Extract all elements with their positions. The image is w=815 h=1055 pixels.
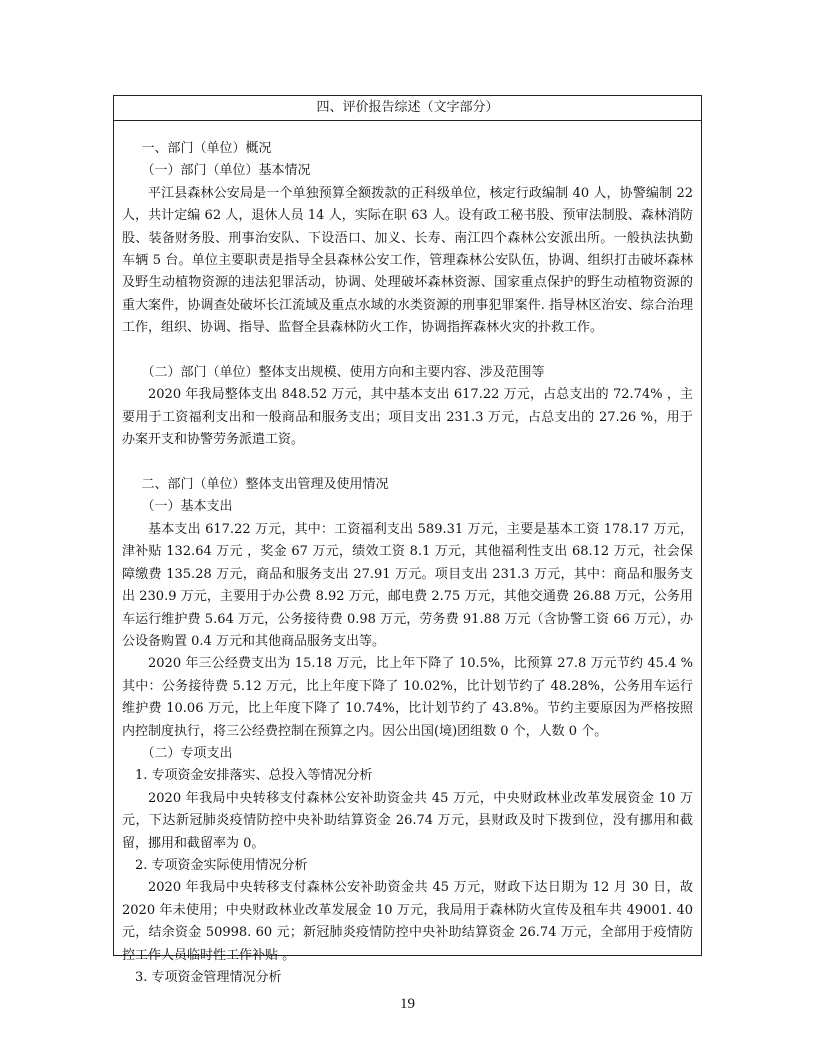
section-2-2-2-title: 2. 专项资金实际使用情况分析 bbox=[135, 857, 308, 873]
report-content bbox=[114, 121, 701, 989]
section-2-1-title: （一）基本支出 bbox=[141, 499, 233, 515]
section-1-title: 一、部门（单位）概况 bbox=[141, 141, 272, 156]
page-number: 19 bbox=[400, 996, 415, 1012]
section-1-1-title: （一）部门（单位）基本情况 bbox=[141, 163, 311, 179]
section-2-2-1-body: 2020 年我局中央转移支付森林公安补助资金共 45 万元，中央财政林业改革发展资金 10 万元，下达新冠肺炎疫情防控中央补助结算资金 26.74 万元，县财政及时下拨到位，没有挪用和截留，挪用和截留率为 0。 bbox=[122, 790, 693, 851]
table-header: 四、评价报告综述（文字部分） bbox=[114, 96, 701, 121]
section-1-2-title: （二）部门（单位）整体支出规模、使用方向和主要内容、涉及范围等 bbox=[141, 365, 545, 381]
section-1-1-body: 平江县森林公安局是一个单独预算全额拨款的正科级单位，核定行政编制 40 人，协警编制 22 人，共计定编 62 人，退休人员 14 人，实际在职 63 人。设有政工秘书股、预审法制股、森林消防股、装备财务股、刑事治安队、下设浯口、加义、长寿、南江四个森林公安派出所。一般执法执勤车辆 5 台。单位主要职责是指导全县森林公安工作，管理森林公安队伍，协调、组织打击破坏森林及野生动植物资源的违法犯罪活动，协调、处理破坏森林资源、国家重点保护的野生动植物资源的重大案件，协调查处破坏长江流域及重点水域的水类资源的刑事犯罪案件. 指导林区治安、综合治理工作，组织、协调、指导、监督全县森林防火工作，协调指挥森林火灾的扑救工作。 bbox=[122, 185, 693, 336]
section-2-2-2-body: 2020 年我局中央转移支付森林公安补助资金共 45 万元，财政下达日期为 12 月 30 日，故 2020 年未使用；中央财政林业改革发展金 10 万元，我局用于森林防火宣传及租车共 49001. 40 元，结余资金 50998. 60 元；新冠肺炎疫情防控中央补助结算资金 26.74 万元，全部用于疫情防控工作人员临时性工作补贴 。 bbox=[122, 880, 693, 963]
spacer bbox=[122, 340, 693, 362]
section-2-2-3-title: 3. 专项资金管理情况分析 bbox=[135, 970, 282, 985]
section-2-title: 二、部门（单位）整体支出管理及使用情况 bbox=[141, 477, 389, 493]
section-2-2-1-title: 1. 专项资金安排落实、总投入等情况分析 bbox=[135, 768, 373, 784]
section-2-1-body-2: 2020 年三公经费支出为 15.18 万元，比上年下降了 10.5%，比预算 27.8 万元节约 45.4 %其中：公务接待费 5.12 万元，比上年度下降了 10.02%，比计划节约了 48.28%，公务用车运行维护费 10.06 万元，比上年度下降了 10.74%，比计划节约了 43.8%。节约主要原因为严格按照内控制度执行，将三公经费控制在预算之内。因公出国(境)团组数 0 个，人数 0 个。 bbox=[122, 656, 693, 739]
spacer bbox=[122, 452, 693, 474]
report-table bbox=[113, 95, 702, 985]
section-1-2-body: 2020 年我局整体支出 848.52 万元，其中基本支出 617.22 万元，占总支出的 72.74% ，主要用于工资福利支出和一般商品和服务支出；项目支出 231.3 万元，占总支出的 27.26 %，用于办案开支和协警劳务派遣工资。 bbox=[122, 387, 693, 448]
section-2-1-body-1: 基本支出 617.22 万元，其中：工资福利支出 589.31 万元，主要是基本工资 178.17 万元，津补贴 132.64 万元 ，奖金 67 万元，绩效工资 8.1 万元，其他福利性支出 68.12 万元，社会保障缴费 135.28 万元，商品和服务支出 27.91 万元。项目支出 231.3 万元，其中：商品和服务支出 230.9 万元，主要用于办公费 8.92 万元，邮电费 2.75 万元，其他交通费 26.88 万元，公务用车运行维护费 5.64 万元，公务接待费 0.98 万元，劳务费 91.88 万元（含协警工资 66 万元），办公设备购置 0.4 万元和其他商品服务支出等。 bbox=[122, 521, 693, 649]
section-2-2-title: （二）专项支出 bbox=[141, 745, 233, 761]
